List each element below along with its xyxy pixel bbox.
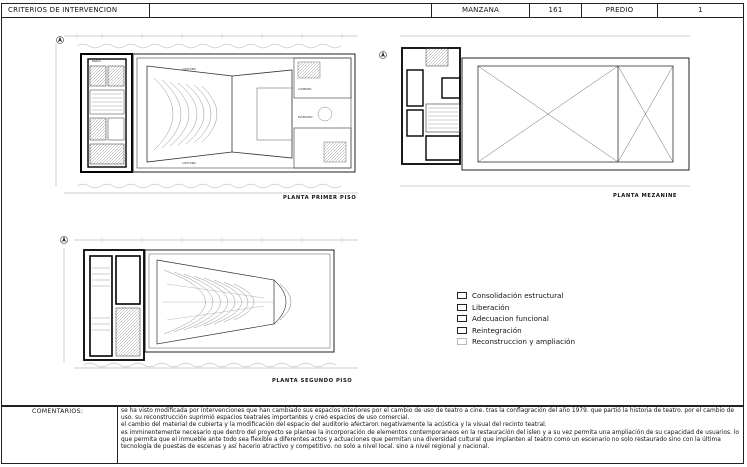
predio-value: 1 (698, 6, 703, 14)
comments-section (1, 406, 744, 464)
plan-mezanine (380, 36, 691, 186)
drawing-area (1, 18, 744, 406)
svg-text:AUDITORIO: AUDITORIO (182, 68, 197, 71)
sheet-title: CRITERIOS DE INTERVENCION (2, 4, 150, 17)
svg-text:BAÑOS: BAÑOS (92, 60, 101, 63)
comments-body (118, 407, 743, 463)
manzana-label: MANZANA (432, 4, 530, 17)
legend-swatch (457, 315, 467, 322)
legend-label: Consolidación estructural (472, 291, 564, 301)
legend-label: Liberación (472, 302, 510, 312)
label-planta-primer-piso: PLANTA PRIMER PISO (283, 195, 357, 201)
comment-paragraph: el cambio del material de cubierta y la modificación del espacio del auditorio afectaron negativamente la acústica y la visual del recinto teatral. (121, 422, 547, 429)
legend-swatch (457, 292, 467, 299)
manzana-value: 161 (530, 4, 582, 17)
legend-item (457, 313, 575, 325)
svg-text:CAMERINO: CAMERINO (298, 88, 312, 91)
legend-swatch (457, 338, 467, 345)
label-planta-segundo-piso: PLANTA SEGUNDO PISO (272, 378, 353, 384)
legend-item (457, 290, 575, 302)
legend-label: Reconstruccion y ampliación (472, 337, 576, 347)
legend-swatch (457, 327, 467, 334)
legend (457, 290, 575, 348)
comments-label: COMENTARIOS: (2, 407, 118, 463)
floor-plans-drawing (2, 18, 745, 406)
header-row (1, 3, 744, 18)
legend-item (457, 302, 575, 314)
legend-label: Adecuacion funcional (472, 314, 549, 324)
legend-swatch (457, 304, 467, 311)
plan-segundo-piso (61, 237, 359, 369)
legend-item (457, 325, 575, 337)
plan-primer-piso (56, 33, 358, 193)
legend-label: Reintegración (472, 325, 522, 335)
predio-label: PREDIO (582, 4, 658, 17)
label-planta-mezanine: PLANTA MEZANINE (613, 193, 678, 199)
comment-paragraph: es imminentemente necesario que dentro del proyecto se plantee la incorporación de elementos contemporaneos en la restauración del islen y a su vez permita una ampliación de su capacidad de usuarios. lo que permita que el inmueble ante todo sea flexible a diferentes actos y actuaciones que permitan una diversidad cultural que implanten al teatro como un escenario no solo restaurado sino con la última tecnología de puestas de escenas y así hacerio atractivo y competitivo. no solo a nivel local. sino a nivel regional y nacional. (121, 429, 740, 451)
header-spacer (150, 4, 432, 17)
legend-item (457, 336, 575, 348)
comment-paragraph: se ha visto modificada por intervenciones que han cambiado sus espacios interiores por el cambio de uso de teatro a cine. tras la conflagración del año 1979. que partió la historia de teatro. por el cambio de uso. su reconstrucción suprimió espacios teatrales importantes y creó espacios de uso comercial. (121, 408, 734, 422)
svg-text:AUDITORIO: AUDITORIO (182, 162, 197, 165)
svg-text:ESCENARIO: ESCENARIO (298, 116, 313, 119)
